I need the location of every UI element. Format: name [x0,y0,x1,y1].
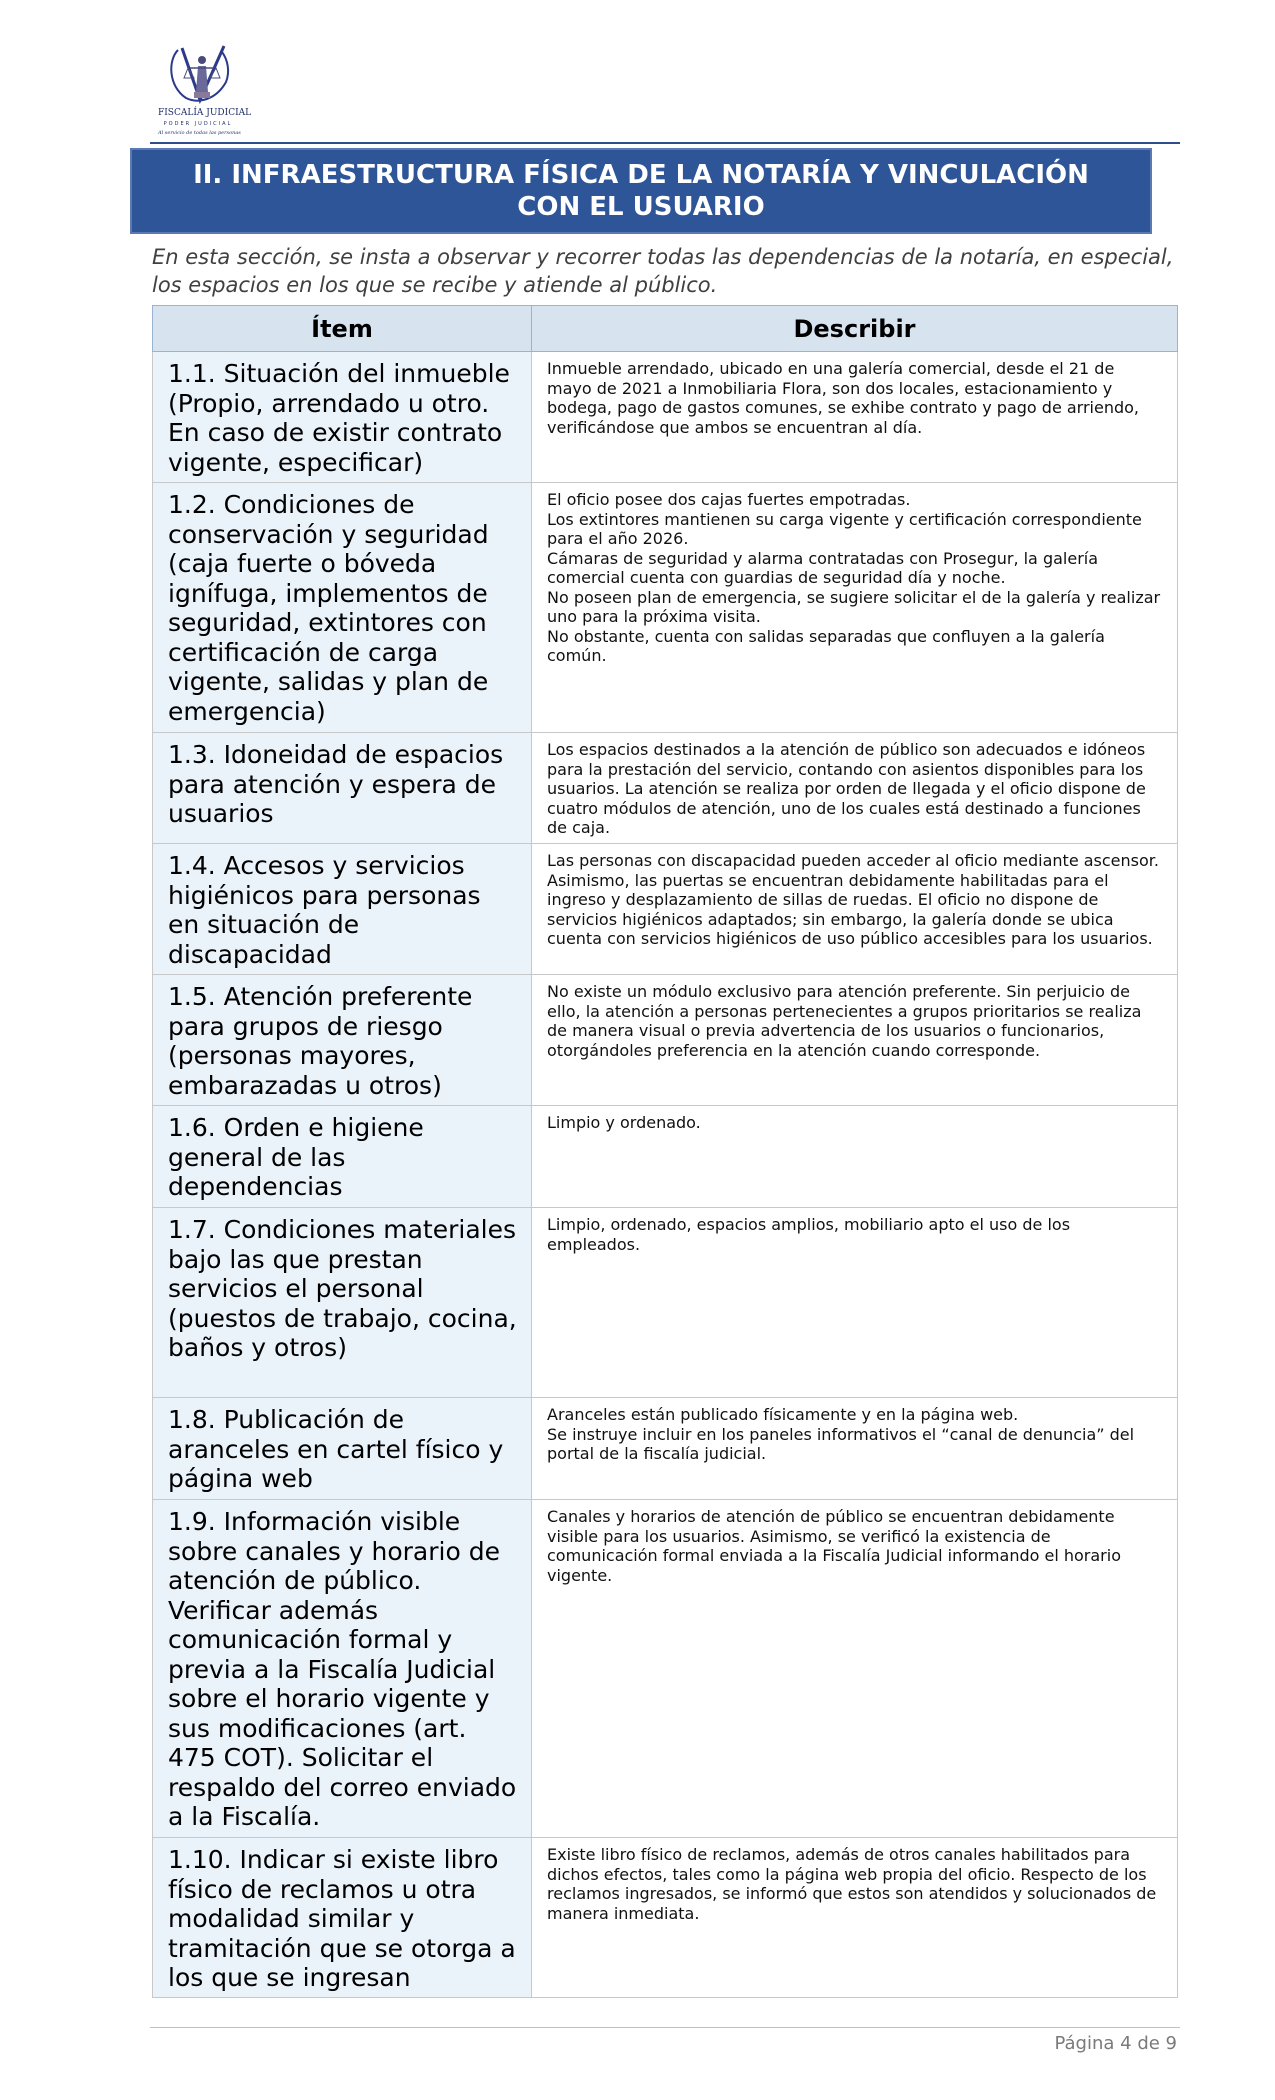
header-divider [150,142,1180,144]
table-row [153,1106,1178,1208]
description-line: Aranceles están publicado físicamente y en la página web. [547,1405,1019,1424]
table-row [153,1500,1178,1838]
description-line: No existe un módulo exclusivo para atención preferente. Sin perjuicio de ello, la atención a personas pertenecientes a grupos prioritarios se realiza de manera visual o previa advertencia de los usuarios o funcionarios, otorgándoles preferencia en la atención cuando corresponde. [547,982,1142,1060]
institution-logo [158,42,252,140]
description-line: Las personas con discapacidad pueden acceder al oficio mediante ascensor. Asimismo, las puertas se encuentran debidamente habilitadas para el ingreso y desplazamiento de sillas de ruedas. El oficio no dispone de servicios higiénicos adaptados; sin embargo, la galería donde se ubica cuenta con servicios higiénicos de uso público accesibles para los usuarios. [547,851,1159,948]
item-cell: 1.3. Idoneidad de espacios para atención y espera de usuarios [153,733,532,844]
description-line: Cámaras de seguridad y alarma contratadas con Prosegur, la galería comercial cuenta con guardias de seguridad día y noche. [547,548,1099,587]
logo-subtitle: PODER JUDICIAL [163,121,233,127]
description-line: Los extintores mantienen su carga vigente y certificación correspondiente para el año 2026. [547,509,1142,548]
item-cell: 1.5. Atención preferente para grupos de riesgo (personas mayores, embarazadas u otros) [153,975,532,1106]
item-cell: 1.4. Accesos y servicios higiénicos para personas en situación de discapacidad [153,844,532,975]
table-row [153,1398,1178,1500]
description-cell [532,1208,1178,1398]
item-cell: 1.9. Información visible sobre canales y horario de atención de público. Verificar además comunicación formal y previa a la Fiscalía Judicial sobre el horario vigente y sus modificaciones (art. 475 COT). Solicitar el respaldo del correo enviado a la Fiscalía. [153,1500,532,1838]
description-cell [532,975,1178,1106]
description-cell [532,483,1178,733]
justice-scales-icon [164,42,232,106]
item-cell: 1.7. Condiciones materiales bajo las que prestan servicios el personal (puestos de trabajo, cocina, baños y otros) [153,1208,532,1398]
description-line: Canales y horarios de atención de público se encuentran debidamente visible para los usuarios. Asimismo, se verificó la existencia de comunicación formal enviada a la Fiscalía Judicial informando el horario vigente. [547,1507,1121,1585]
column-header-describe: Describir [532,306,1178,352]
table-row [153,1838,1178,1998]
description-line: Limpio, ordenado, espacios amplios, mobiliario apto el uso de los empleados. [547,1215,1071,1254]
item-cell: 1.8. Publicación de aranceles en cartel físico y página web [153,1398,532,1500]
section-intro: En esta sección, se insta a observar y recorrer todas las dependencias de la notaría, en especial, los espacios en los que se recibe y atiende al público. [152,245,1174,297]
table-row [153,733,1178,844]
table-row [153,1208,1178,1398]
description-line: Inmueble arrendado, ubicado en una galería comercial, desde el 21 de mayo de 2021 a Inmobiliaria Flora, son dos locales, estacionamiento y bodega, pago de gastos comunes, se exhibe contrato y pago de arriendo, verificándose que ambos se encuentran al día. [547,359,1140,437]
footer-divider [150,2027,1180,2028]
item-cell: 1.10. Indicar si existe libro físico de reclamos u otra modalidad similar y tramitación que se otorga a los que se ingresan [153,1838,532,1998]
description-cell [532,733,1178,844]
description-line: Los espacios destinados a la atención de público son adecuados e idóneos para la prestación del servicio, contando con asientos disponibles para los usuarios. La atención se realiza por orden de llegada y el oficio dispone de cuatro módulos de atención, uno de los cuales está destinado a funciones de caja. [547,740,1146,837]
description-cell [532,1500,1178,1838]
description-line: No poseen plan de emergencia, se sugiere solicitar el de la galería y realizar uno para la próxima visita. [547,587,1161,626]
description-line: Se instruye incluir en los paneles informativos el “canal de denuncia” del portal de la fiscalía judicial. [547,1424,1135,1463]
table-header-row [153,306,1178,352]
description-line: Existe libro físico de reclamos, además de otros canales habilitados para dichos efectos, tales como la página web propia del oficio. Respecto de los reclamos ingresados, se informó que estos son atendidos y solucionados de manera inmediata. [547,1845,1157,1923]
description-line: Limpio y ordenado. [547,1113,701,1132]
description-cell [532,1398,1178,1500]
description-line: El oficio posee dos cajas fuertes empotradas. [547,490,911,509]
table-row [153,975,1178,1106]
logo-title: FISCALÍA JUDICIAL [158,108,252,118]
table-row [153,844,1178,975]
description-cell [532,844,1178,975]
description-cell [532,1838,1178,1998]
page-number: Página 4 de 9 [1054,2033,1177,2054]
column-header-item: Ítem [153,306,532,352]
inspection-table [152,305,1178,1998]
description-cell [532,1106,1178,1208]
description-cell [532,352,1178,483]
table-row [153,483,1178,733]
item-cell: 1.1. Situación del inmueble (Propio, arrendado u otro. En caso de existir contrato vigente, especificar) [153,352,532,483]
item-cell: 1.6. Orden e higiene general de las dependencias [153,1106,532,1208]
table-row [153,352,1178,483]
logo-tagline: Al servicio de todas las personas [158,130,241,136]
description-line: No obstante, cuenta con salidas separadas que confluyen a la galería común. [547,626,1105,665]
item-cell: 1.2. Condiciones de conservación y seguridad (caja fuerte o bóveda ignífuga, implementos de seguridad, extintores con certificación de carga vigente, salidas y plan de emergencia) [153,483,532,733]
section-title: II. INFRAESTRUCTURA FÍSICA DE LA NOTARÍA Y VINCULACIÓN CON EL USUARIO [130,148,1152,234]
